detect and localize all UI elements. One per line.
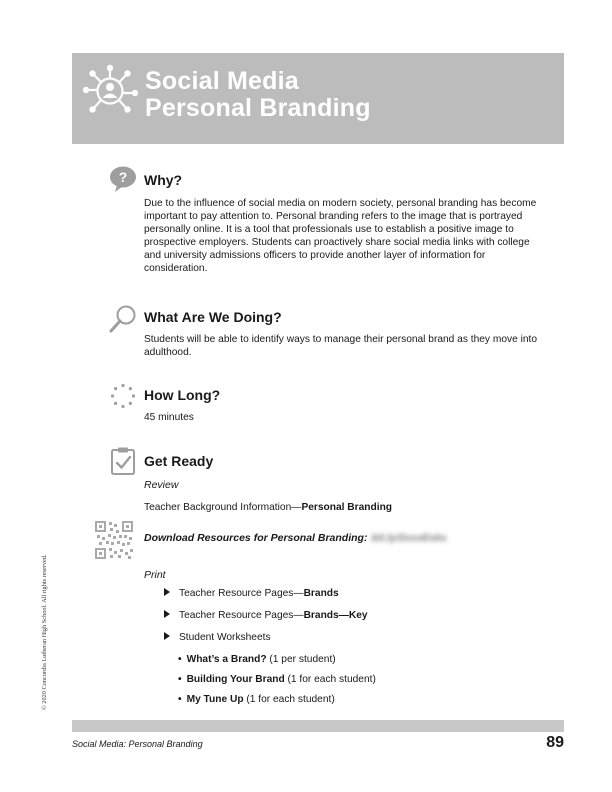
title-banner xyxy=(72,53,564,144)
print-item-prefix: Student Worksheets xyxy=(179,632,271,643)
social-network-person-icon xyxy=(80,63,140,123)
worksheet-item xyxy=(178,654,336,665)
title-line-1: Social Media xyxy=(145,67,299,95)
worksheet-quantity: (1 per student) xyxy=(266,654,336,665)
footer-title: Social Media: Personal Branding xyxy=(72,739,203,749)
worksheet-quantity: (1 for each student) xyxy=(243,694,335,705)
qr-code-icon xyxy=(95,521,133,559)
dot-bullet-icon: • xyxy=(178,654,182,665)
print-item xyxy=(164,632,271,643)
download-resources xyxy=(144,532,447,544)
how-long-heading: How Long? xyxy=(144,387,221,403)
svg-text:?: ? xyxy=(118,169,128,185)
clipboard-check-icon xyxy=(110,446,136,476)
download-link[interactable]: bit.ly/2xxxEsks xyxy=(371,532,447,544)
why-body: Due to the influence of social media on modern society, personal branding has become important to pay attention to. Personal branding refers to the image that is portrayed personally online. It is a tool that professionals use to establish a positive image to prospective employers. Students can proactively share social media links with college and university admissions officers to provide another layer of information for consideration. xyxy=(144,198,537,274)
arrow-bullet-icon xyxy=(164,588,170,596)
print-item xyxy=(164,588,339,599)
print-item xyxy=(164,610,368,621)
print-item-prefix: Teacher Resource Pages— xyxy=(179,588,304,599)
magnifier-icon xyxy=(108,304,138,334)
review-item-title: Personal Branding xyxy=(301,502,393,513)
question-bubble-icon xyxy=(108,165,138,193)
why-heading: Why? xyxy=(144,172,183,188)
page-number: 89 xyxy=(546,734,564,751)
dot-bullet-icon: • xyxy=(178,694,182,705)
worksheet-item xyxy=(178,674,376,685)
footer-divider-bar xyxy=(72,720,564,732)
what-heading: What Are We Doing? xyxy=(144,309,282,325)
title-line-2: Personal Branding xyxy=(145,94,371,122)
worksheet-item xyxy=(178,694,335,705)
print-label: Print xyxy=(144,569,166,581)
print-item-title: Brands xyxy=(303,588,339,599)
get-ready-heading: Get Ready xyxy=(144,453,214,469)
arrow-bullet-icon xyxy=(164,610,170,618)
worksheet-title: My Tune Up xyxy=(186,694,244,705)
worksheet-quantity: (1 for each student) xyxy=(284,674,376,685)
copyright-notice: © 2020 Concordia Lutheran High School. All rights reserved. xyxy=(41,554,48,710)
dotted-circle-icon xyxy=(110,383,136,409)
worksheet-title: What’s a Brand? xyxy=(186,654,267,665)
review-item xyxy=(144,502,392,513)
page-title xyxy=(145,68,371,122)
how-long-body: 45 minutes xyxy=(144,412,194,423)
print-item-prefix: Teacher Resource Pages— xyxy=(179,610,304,621)
dot-bullet-icon: • xyxy=(178,674,182,685)
review-label: Review xyxy=(144,479,179,491)
what-body: Students will be able to identify ways to manage their personal brand as they move into adulthood. xyxy=(144,334,538,358)
review-item-prefix: Teacher Background Information— xyxy=(144,502,302,513)
print-item-title: Brands—Key xyxy=(303,610,368,621)
worksheet-title: Building Your Brand xyxy=(186,674,285,685)
arrow-bullet-icon xyxy=(164,632,170,640)
download-label: Download Resources for Personal Branding: xyxy=(144,532,368,544)
